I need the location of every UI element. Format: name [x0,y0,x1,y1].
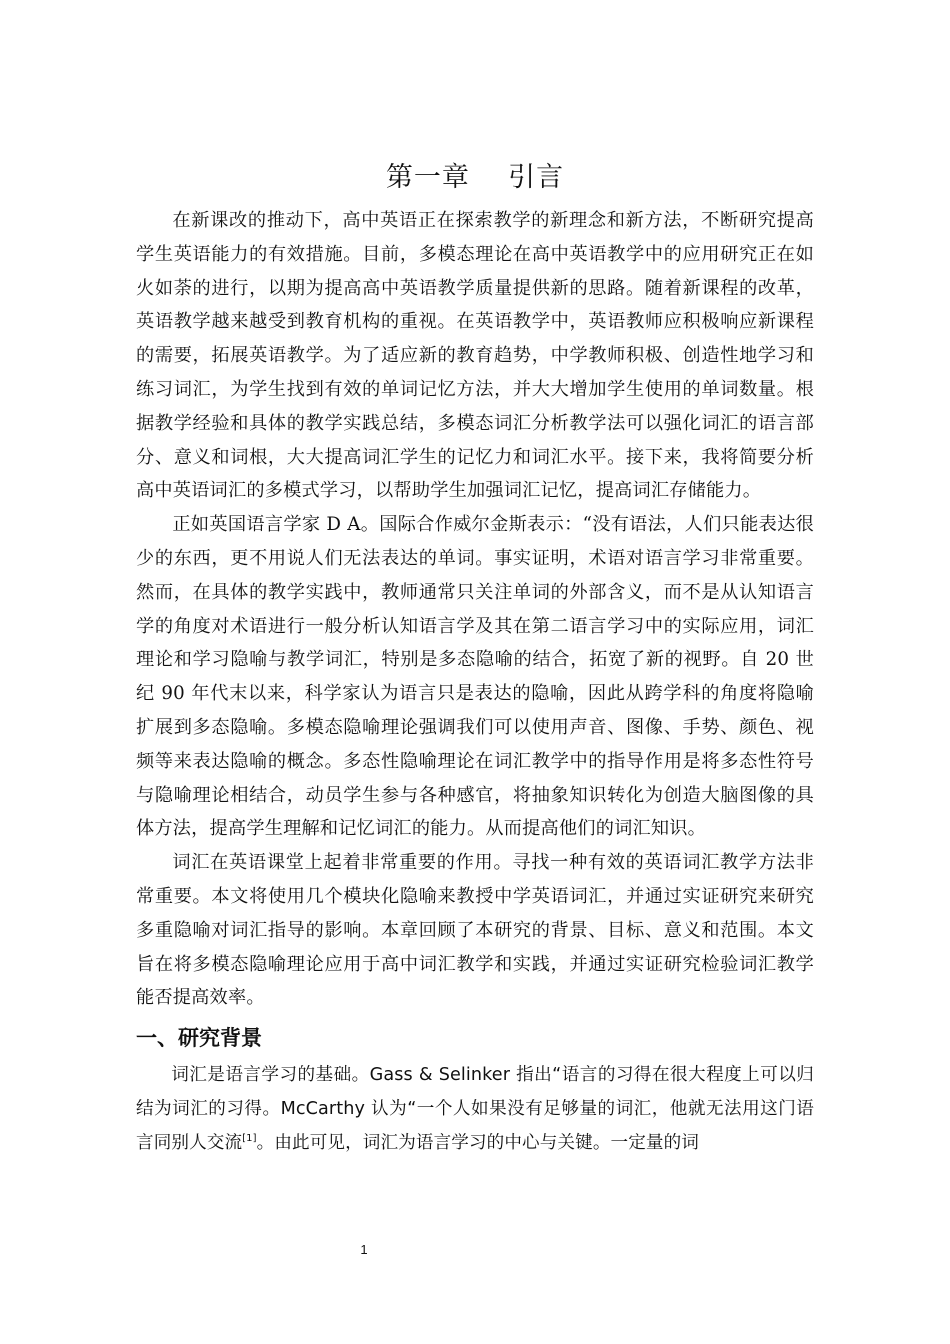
section-title-research-background: 一、研究背景 [136,1026,262,1051]
paragraph-chapter-overview: 词汇在英语课堂上起着非常重要的作用。寻找一种有效的英语词汇教学方法非常重要。本文将使用几个模块化隐喻来教授中学英语词汇，并通过实证研究来研究多重隐喻对词汇指导的影响。本章回顾了本研究的背景、目标、意义和范围。本文旨在将多模态隐喻理论应用于高中词汇教学和实践，并通过实证研究检验词汇教学能否提高效率。 [136,852,814,1009]
paragraph-wilkins: 正如英国语言学家 D A。国际合作威尔金斯表示：“没有语法，人们只能表达很少的东西，更不用说人们无法表达的单词。事实证明，术语对语言学习非常重要。然而，在具体的教学实践中，教师通常只关注单词的外部含义，而不是从认知语言学的角度对术语进行一般分析认知语言学及其在第二语言学习中的实际应用，词汇理论和学习隐喻与教学词汇，特别是多态隐喻的结合，拓宽了新的视野。自 20 世纪 90 年代末以来，科学家认为语言只是表达的隐喻，因此从跨学科的角度将隐喻扩展到多态隐喻。多模态隐喻理论强调我们可以使用声音、图像、手势、颜色、视频等来表达隐喻的概念。多态性隐喻理论在词汇教学中的指导作用是将多态性符号与隐喻理论相结合，动员学生参与各种感官，将抽象知识转化为创造大脑图像的具体方法，提高学生理解和记忆词汇的能力。从而提高他们的词汇知识。 [136,514,814,840]
paragraph-text-after-citation: 。由此可见，词汇为语言学习的中心与关键。一定量的词 [256,1132,699,1153]
document-body [136,204,814,1161]
chapter-title: 第一章 引言 [385,162,565,193]
paragraph-text-before-citation: 词汇是语言学习的基础。Gass & Selinker 指出“语言的习得在很大程度上可以归结为词汇的习得。McCarthy 认为“一个人如果没有足够量的词汇，他就无法用这门语言同别人交流 [136,1065,814,1153]
citation-marker: [1] [242,1132,257,1144]
page-number: 1 [360,1242,368,1257]
paragraph-research-background [136,1059,814,1160]
paragraph-intro: 在新课改的推动下，高中英语正在探索教学的新理念和新方法，不断研究提高学生英语能力的有效措施。目前，多模态理论在高中英语教学中的应用研究正在如火如荼的进行，以期为提高高中英语教学质量提供新的思路。随着新课程的改革，英语教学越来越受到教育机构的重视。在英语教学中，英语教师应积极响应新课程的需要，拓展英语教学。为了适应新的教育趋势，中学教师积极、创造性地学习和练习词汇，为学生找到有效的单词记忆方法，并大大增加学生使用的单词数量。根据教学经验和具体的教学实践总结，多模态词汇分析教学法可以强化词汇的语言部分、意义和词根，大大提高词汇学生的记忆力和词汇水平。接下来，我将简要分析高中英语词汇的多模式学习，以帮助学生加强词汇记忆，提高词汇存储能力。 [136,210,814,502]
